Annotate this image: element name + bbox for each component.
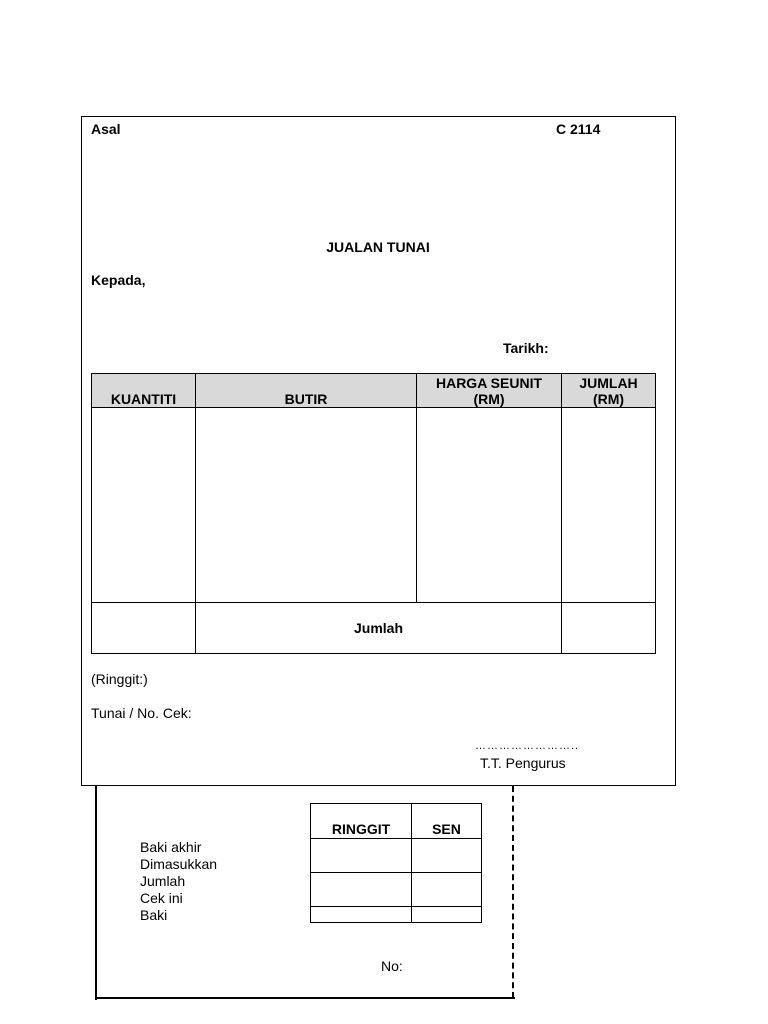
stub-cell[interactable] — [412, 907, 482, 923]
header-amount: JUMLAH (RM) — [562, 374, 656, 408]
signature-line: …………………….. — [475, 740, 580, 752]
stub-header-ringgit: RINGGIT — [311, 804, 412, 839]
stub-cell[interactable] — [412, 873, 482, 907]
amount-cell[interactable] — [562, 408, 656, 603]
stub-label-opening-balance: Baki akhir — [140, 839, 202, 855]
stub-label-deposited: Dimasukkan — [140, 856, 218, 872]
stub-header-row — [311, 804, 482, 839]
ringgit-label: (Ringgit:) — [91, 671, 148, 687]
date-label: Tarikh: — [503, 340, 549, 356]
items-header-row — [92, 374, 656, 408]
stub-cell[interactable] — [311, 907, 412, 923]
items-body-row — [92, 408, 656, 603]
header-unit-price: HARGA SEUNIT (RM) — [417, 374, 562, 408]
stub-number-label: No: — [381, 958, 403, 974]
stub-row — [311, 907, 482, 923]
to-label: Kepada, — [91, 272, 146, 288]
header-quantity: KUANTITI — [92, 374, 196, 408]
stub-cell[interactable] — [311, 873, 412, 907]
stub-left-border — [95, 780, 97, 1000]
items-total-row — [92, 603, 656, 654]
stub-row — [311, 839, 482, 873]
copy-label: Asal — [91, 121, 121, 137]
total-label-cell: Jumlah — [196, 603, 562, 654]
serial-number: C 2114 — [556, 121, 601, 137]
stub-row — [311, 873, 482, 907]
stub-cell[interactable] — [311, 839, 412, 873]
items-table — [91, 373, 656, 654]
stub-perforation-line — [512, 786, 514, 998]
receipt-title: JUALAN TUNAI — [326, 239, 430, 255]
stub-labels — [140, 839, 217, 924]
stub-bottom-border — [95, 997, 515, 999]
quantity-cell[interactable] — [92, 408, 196, 603]
total-blank-cell — [92, 603, 196, 654]
stub-label-this-cheque: Cek ini — [140, 890, 183, 906]
description-cell[interactable] — [196, 408, 417, 603]
stub-label-balance: Baki — [140, 907, 168, 923]
stub-table — [310, 803, 482, 923]
stub-label-total: Jumlah — [140, 873, 186, 889]
unit-price-cell[interactable] — [417, 408, 562, 603]
header-description: BUTIR — [196, 374, 417, 408]
signature-label: T.T. Pengurus — [480, 755, 566, 771]
payment-label: Tunai / No. Cek: — [91, 705, 192, 721]
total-amount-cell[interactable] — [562, 603, 656, 654]
stub-cell[interactable] — [412, 839, 482, 873]
stub-header-sen: SEN — [412, 804, 482, 839]
